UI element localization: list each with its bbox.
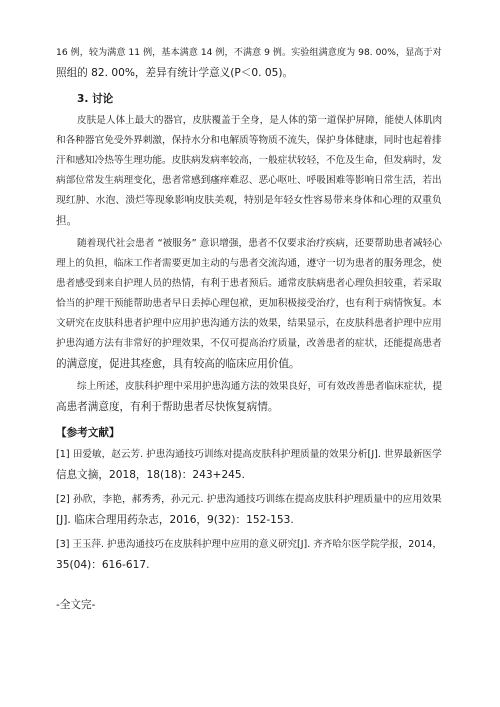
reference-item-2 bbox=[56, 490, 444, 530]
reference-line: 35(04)：616-617. bbox=[56, 559, 150, 571]
text-line: 护患沟通方法有非常好的护理效果，不仅可提高治疗质量，改善患者的症状，还能提高患者 bbox=[56, 338, 442, 349]
reference-line: [J]. 临床合理用药杂志，2016，9(32)：152-153. bbox=[56, 514, 294, 526]
text-line: 汗和感知冷热等生理功能。皮肤病发病率较高，一般症状较轻，不危及生命，但发病时，发 bbox=[56, 155, 442, 166]
text-line: 和各种器官免受外界刺激，保持水分和电解质等物质不流失，保护身体健康，同时也起着排 bbox=[56, 135, 442, 146]
text-line: 16 例，较为满意 11 例，基本满意 14 例，不满意 9 例。实验组满意度为 98. 00%，显高于对 bbox=[56, 47, 442, 58]
text-line: 皮肤是人体上最大的器官，皮肤覆盖于全身，是人体的第一道保护屏障，能使人体肌肉 bbox=[77, 115, 443, 126]
text-line: 现红肿、水泡、溃烂等现象影响皮肤美观，特别是年轻女性容易带来身体和心理的双重负 bbox=[56, 195, 442, 206]
text-line: 患者感受到来自护理人员的热情，有利于患者预后。通常皮肤病患者心理负担较重，若采取 bbox=[56, 278, 442, 289]
discussion-paragraph-2 bbox=[56, 234, 444, 374]
discussion-paragraph-1 bbox=[56, 111, 444, 231]
text-line: 病部位常发生病理变化，患者常感到瘙痒难忍、恶心呕吐、呼吸困难等影响日常生活，若出 bbox=[56, 175, 442, 186]
text-line: 理上的负担，临床工作者需要更加主动的与患者交流沟通，遵守一切为患者的服务理念，使 bbox=[56, 258, 442, 269]
text-line: 照组的 82. 00%，差异有统计学意义(P＜0. 05)。 bbox=[56, 67, 294, 79]
text-line: 综上所述，皮肤科护理中采用护患沟通方法的效果良好，可有效改善患者临床症状，提 bbox=[77, 381, 443, 392]
discussion-paragraph-3 bbox=[56, 377, 444, 417]
reference-item-3 bbox=[56, 535, 444, 575]
reference-line: [2] 孙欣，李艳，郝秀秀，孙元元. 护患沟通技巧训练在提高皮肤科护理质量中的应用效果 bbox=[56, 494, 442, 505]
text-line: 随着现代社会患者 “被服务” 意识增强，患者不仅要求治疗疾病，还要帮助患者减轻心 bbox=[77, 238, 442, 249]
section-heading-discussion: 3. 讨论 bbox=[77, 93, 114, 105]
reference-item-1 bbox=[56, 445, 444, 485]
references-heading: 【参考文献】 bbox=[56, 427, 120, 439]
reference-line: 信息文摘，2018，18(18)：243+245. bbox=[56, 469, 246, 481]
text-line: 恰当的护理干预能帮助患者早日丢掉心理包袱，更加积极接受治疗，也有利于病情恢复。本 bbox=[56, 298, 442, 309]
text-line: 的满意度，促进其痊愈，具有较高的临床应用价值。 bbox=[56, 358, 300, 370]
results-continuation bbox=[56, 43, 444, 83]
reference-line: [1] 田爱敏，赵云芳. 护患沟通技巧训练对提高皮肤科护理质量的效果分析[J]. 世界最新医学 bbox=[56, 449, 442, 460]
text-line: 担。 bbox=[56, 215, 78, 227]
end-of-document-mark: -全文完- bbox=[56, 599, 96, 611]
reference-line: [3] 王玉萍. 护患沟通技巧在皮肤科护理中应用的意义研究[J]. 齐齐哈尔医学院学报，2014， bbox=[56, 539, 442, 550]
text-line: 高患者满意度，有利于帮助患者尽快恢复病情。 bbox=[56, 401, 279, 413]
text-line: 文研究在皮肤科患者护理中应用护患沟通方法的效果，结果显示，在皮肤科患者护理中应用 bbox=[56, 318, 442, 329]
